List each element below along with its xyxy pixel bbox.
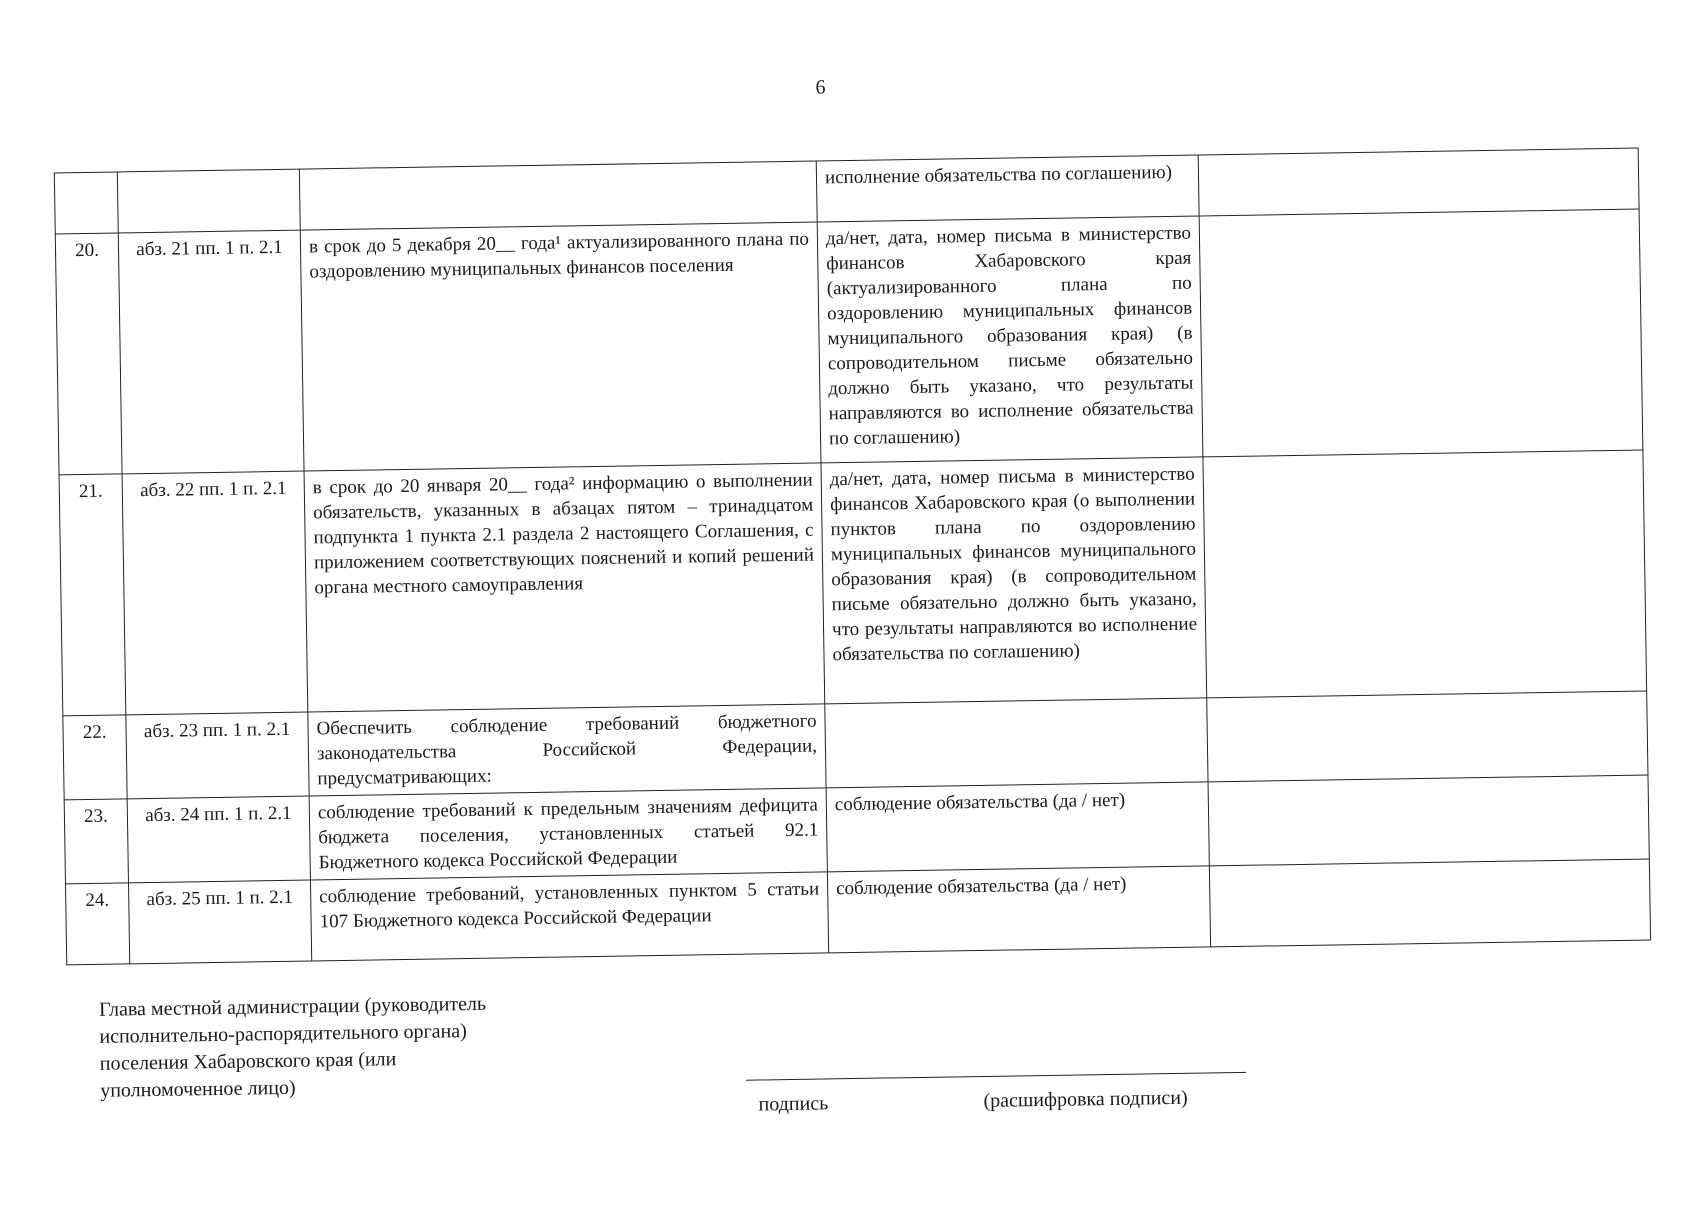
page-number: 6: [815, 76, 826, 99]
row-criterion: да/нет, дата, номер письма в министерство финансов Хабаровского края (актуализированного плана по оздоровлению муниципальных финансов муниципального образования края) (в сопроводительном письме обязательно должно быть указано, что результаты направляются во исполнение обязательства по соглашению): [817, 216, 1203, 463]
row-reference: абз. 24 пп. 1 п. 2.1: [127, 796, 310, 883]
row-requirement: Обеспечить соблюдение требований бюджетного законодательства Российской Федерации, предусматривающих:: [308, 704, 826, 796]
row-requirement: в срок до 20 января 20__ года² информацию о выполнении обязательств, указанных в абзацах пятом – тринадцатом подпункта 1 пункта 2.1 раздела 2 настоящего Соглашения, с приложением соответствующих пояснений и копий решений органа местного самоуправления: [304, 463, 825, 712]
row-number: 24.: [65, 883, 129, 965]
row-criterion: соблюдение обязательства (да / нет): [826, 782, 1209, 872]
row-number: [54, 172, 118, 234]
row-requirement: в срок до 5 декабря 20__ года¹ актуализированного плана по оздоровлению муниципальных финансов поселения: [300, 222, 821, 471]
signature-line: [746, 1072, 1246, 1081]
signature-label: подпись: [758, 1092, 829, 1116]
row-requirement: соблюдение требований к предельным значениям дефицита бюджета поселения, установленных статьей 92.1 Бюджетного кодекса Российской Федерации: [309, 788, 827, 880]
table-row: [59, 450, 1647, 716]
row-reference: абз. 21 пп. 1 п. 2.1: [118, 230, 304, 474]
row-reference: абз. 22 пп. 1 п. 2.1: [122, 471, 308, 715]
row-criterion: соблюдение обязательства (да / нет): [827, 866, 1210, 953]
row-extra: [1207, 691, 1648, 782]
signer-line: уполномоченное лицо): [100, 1076, 296, 1102]
row-extra: [1203, 450, 1647, 698]
obligations-table: [54, 148, 1651, 966]
row-number: 22.: [63, 715, 127, 800]
row-requirement: [299, 161, 817, 230]
signer-line: поселения Хабаровского края (или: [99, 1048, 397, 1075]
row-criterion: [825, 698, 1208, 788]
row-extra: [1198, 148, 1639, 216]
row-number: 21.: [59, 474, 126, 716]
row-number: 23.: [64, 799, 128, 884]
signer-line: Глава местной администрации (руководитель: [98, 992, 487, 1021]
signature-decode-label: (расшифровка подписи): [983, 1086, 1188, 1112]
row-criterion: да/нет, дата, номер письма в министерство финансов Хабаровского края (о выполнении пунктов плана по оздоровлению муниципальных финансов муниципального образования края) (в сопроводительном письме обязательно должно быть указано, что результаты направляются во исполнение обязательства по соглашению): [821, 457, 1207, 704]
row-reference: абз. 25 пп. 1 п. 2.1: [128, 880, 311, 964]
row-extra: [1209, 859, 1650, 947]
row-reference: [117, 169, 300, 233]
signer-title: [99, 991, 488, 1105]
row-reference: абз. 23 пп. 1 п. 2.1: [126, 712, 309, 799]
row-criterion: исполнение обязательства по соглашению): [816, 155, 1199, 222]
row-extra: [1208, 775, 1649, 866]
signer-line: исполнительно-распорядительного органа): [99, 1020, 468, 1048]
row-extra: [1199, 209, 1643, 457]
row-number: 20.: [55, 233, 122, 475]
row-requirement: соблюдение требований, установленных пунктом 5 статьи 107 Бюджетного кодекса Российской Федерации: [310, 872, 828, 961]
table-row: [55, 209, 1643, 475]
